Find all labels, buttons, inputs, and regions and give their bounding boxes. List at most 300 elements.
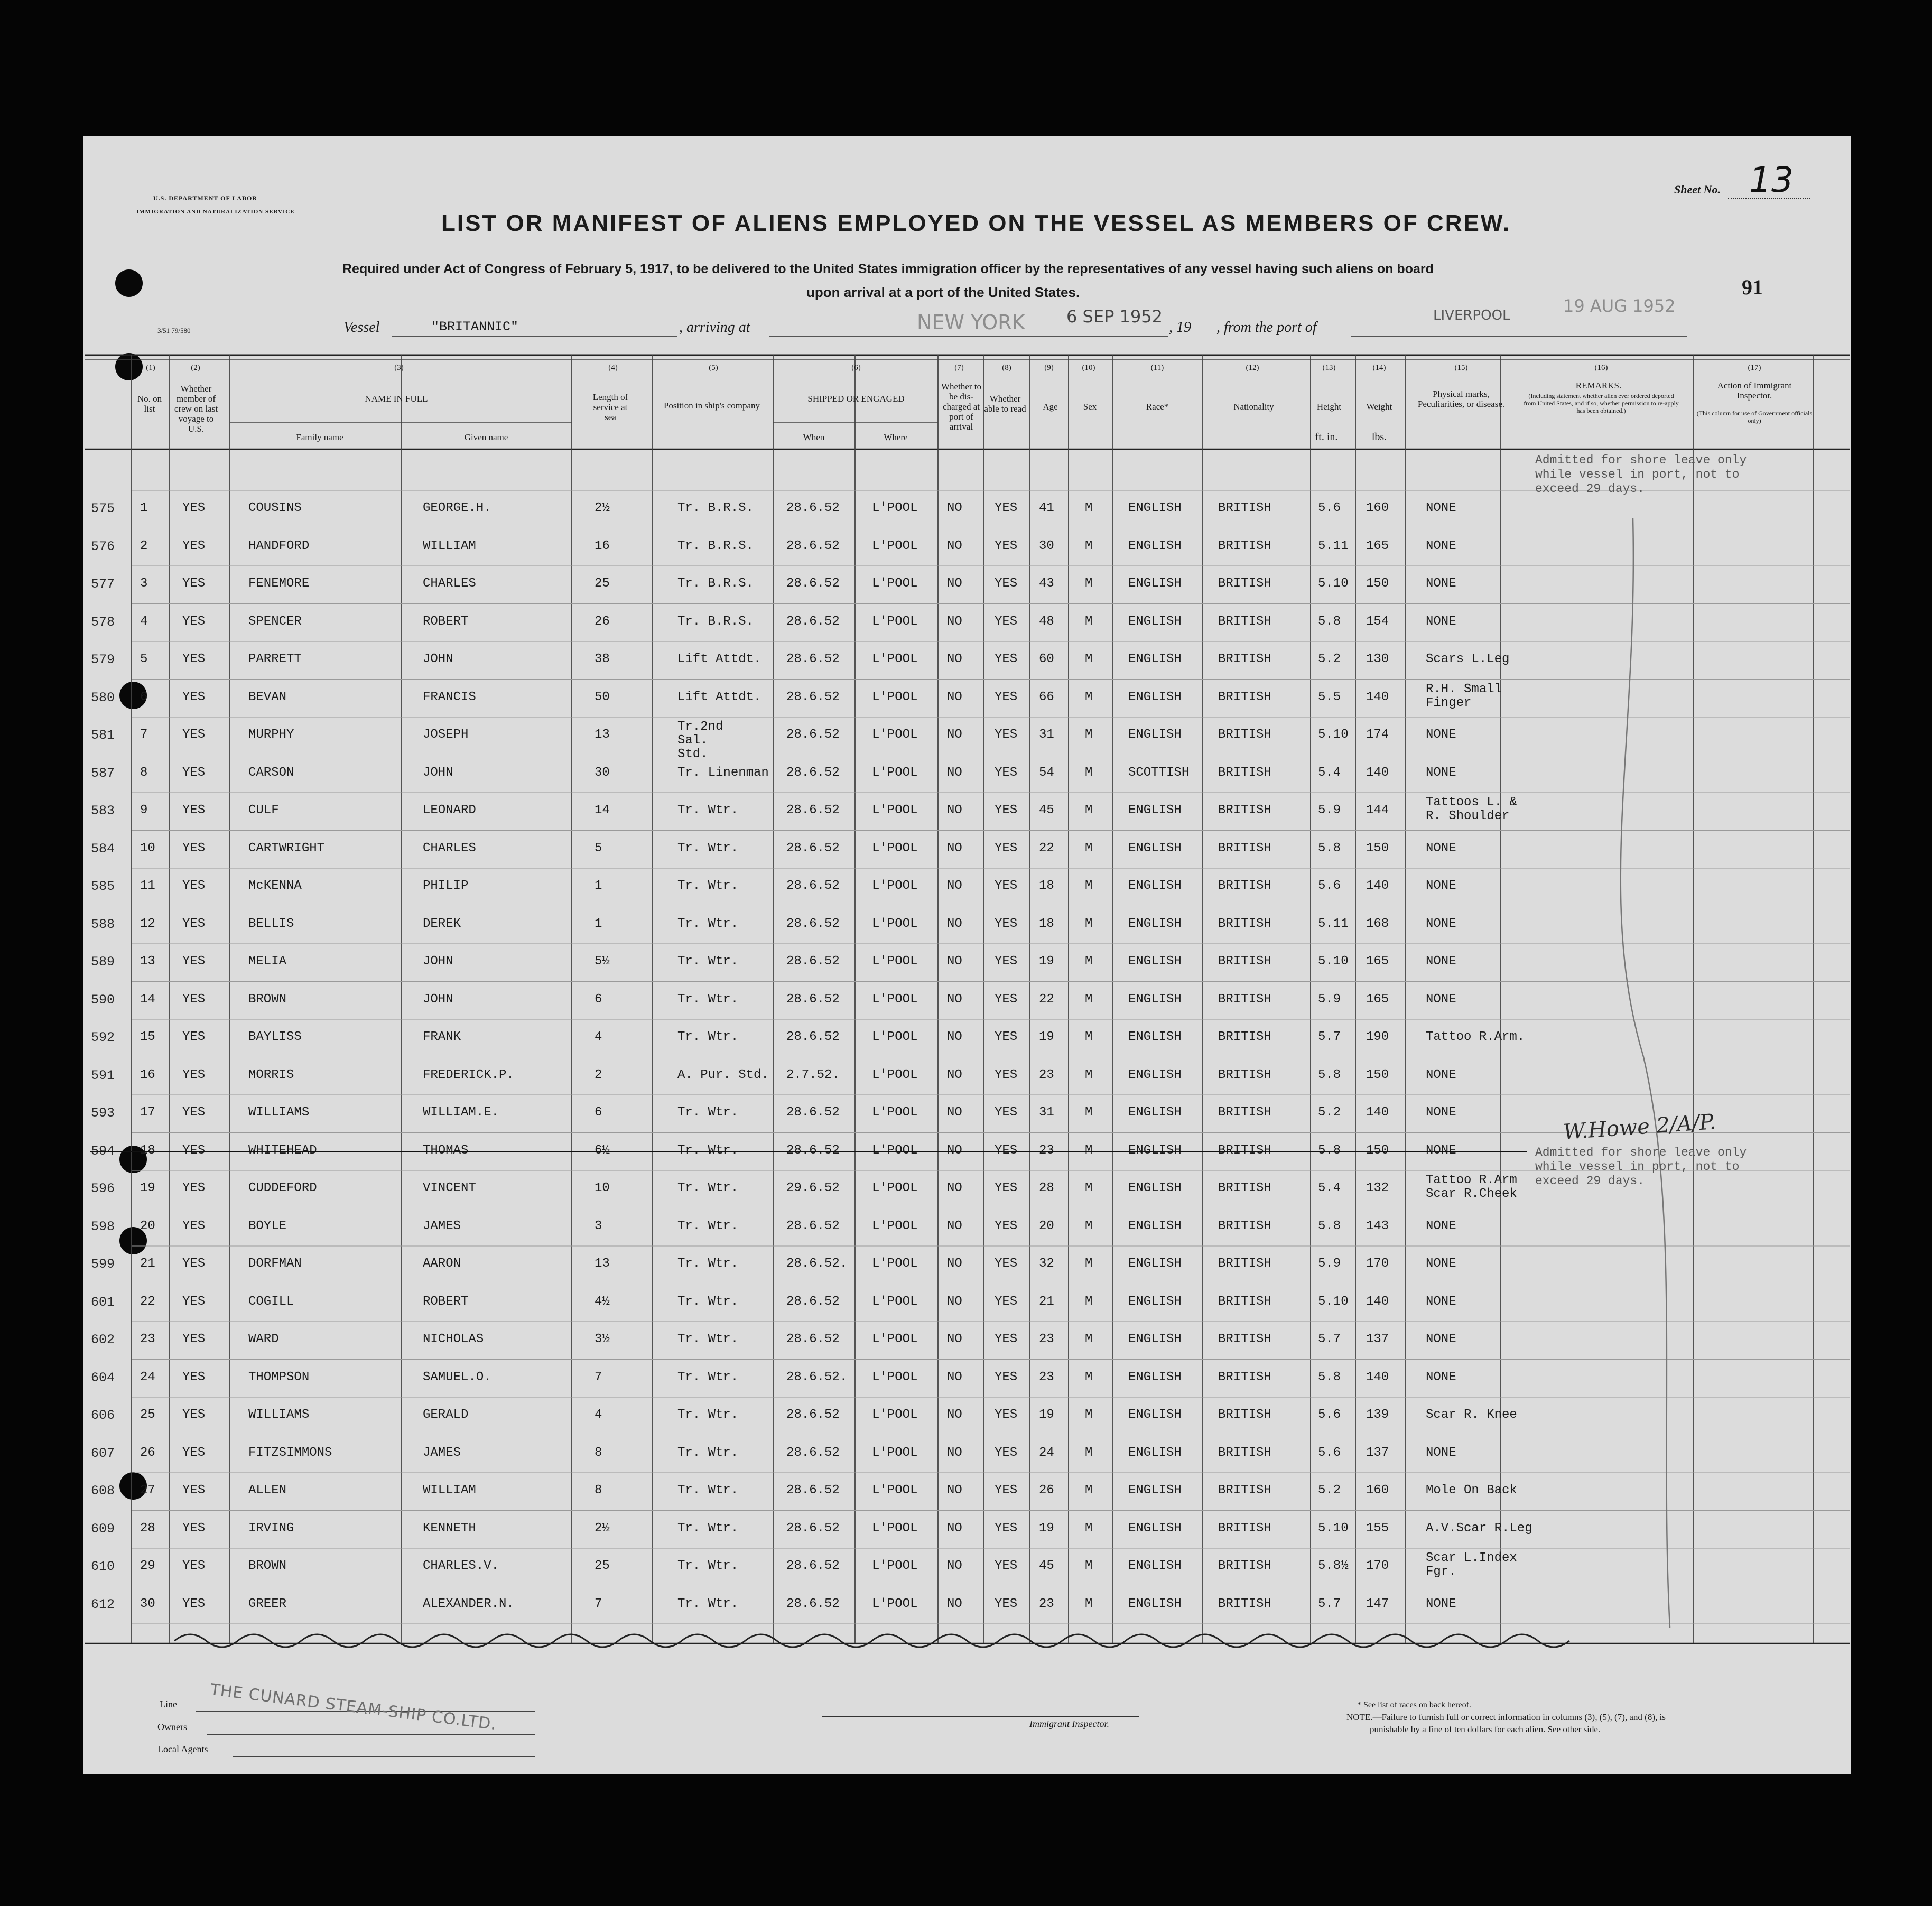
subtitle-line2: upon arrival at a port of the United States. [806, 284, 1080, 300]
colnum: (10) [1082, 364, 1095, 372]
row-no: 4 [140, 614, 148, 629]
discharged: NO [947, 1030, 962, 1044]
weight: 174 [1366, 728, 1389, 742]
given-name: LEONARD [423, 803, 476, 817]
able-to-read: YES [995, 652, 1018, 666]
given-name: WILLIAM.E. [423, 1105, 499, 1120]
physical-marks: Tattoo R.Arm. [1426, 1030, 1525, 1044]
length-of-service: 5 [595, 841, 602, 856]
row-no: 18 [140, 1143, 155, 1158]
discharged: NO [947, 614, 962, 629]
weight: 140 [1366, 690, 1389, 704]
shipped-when: 29.6.52 [786, 1181, 840, 1195]
physical-marks: NONE [1426, 1219, 1456, 1233]
cunard-stamp: THE CUNARD STEAM-SHIP CO.LTD. [209, 1680, 498, 1734]
age: 24 [1039, 1445, 1054, 1460]
height: 5.8 [1318, 1143, 1341, 1158]
height: 5.8 [1318, 1219, 1341, 1233]
race: ENGLISH [1128, 1559, 1182, 1573]
col-family-name: Family name [296, 432, 343, 442]
length-of-service: 2 [595, 1067, 602, 1082]
age: 31 [1039, 728, 1054, 742]
margin-number: 602 [91, 1332, 115, 1347]
colnum: (7) [954, 364, 964, 372]
sheet-label: Sheet No. [1674, 183, 1721, 196]
crew-last-voyage: YES [182, 916, 206, 931]
position: Tr. B.R.S. [677, 501, 754, 515]
discharged: NO [947, 1181, 962, 1195]
able-to-read: YES [995, 1105, 1018, 1120]
crew-last-voyage: YES [182, 1181, 206, 1195]
shipped-where: L'POOL [872, 1257, 918, 1271]
col-name-in-full: NAME IN FULL [365, 394, 428, 404]
shipped-where: L'POOL [872, 1105, 918, 1120]
col-shipped: SHIPPED OR ENGAGED [807, 394, 905, 404]
length-of-service: 1 [595, 916, 602, 931]
service-label: IMMIGRATION AND NATURALIZATION SERVICE [136, 209, 295, 215]
given-name: JOHN [423, 954, 453, 969]
crew-last-voyage: YES [182, 501, 206, 515]
row-no: 26 [140, 1445, 155, 1460]
family-name: CARSON [248, 765, 294, 780]
given-name: ALEXANDER.N. [423, 1596, 514, 1611]
row-no: 28 [140, 1521, 155, 1536]
colnum: (1) [146, 364, 155, 372]
age: 21 [1039, 1294, 1054, 1309]
colnum: (15) [1454, 364, 1468, 372]
col-action: Action of Immigrant Inspector. [1717, 380, 1792, 401]
weight: 140 [1366, 1105, 1389, 1120]
shipped-when: 28.6.52 [786, 1105, 840, 1120]
able-to-read: YES [995, 992, 1018, 1007]
position: Lift Attdt. [677, 652, 761, 666]
colnum: (2) [191, 364, 200, 372]
shipped-when: 28.6.52 [786, 577, 840, 591]
shipped-when: 28.6.52 [786, 1294, 840, 1309]
sheet-number: 13 [1749, 160, 1794, 200]
weight: 140 [1366, 879, 1389, 893]
height: 5.8 [1318, 614, 1341, 629]
height: 5.6 [1318, 1408, 1341, 1422]
col-length-service: Length of service at sea [592, 392, 628, 422]
crew-last-voyage: YES [182, 841, 206, 856]
position: Tr. Wtr. [677, 1219, 739, 1233]
col-position: Position in ship's company [663, 401, 760, 411]
shipped-where: L'POOL [872, 1408, 918, 1422]
physical-marks: Scar R. Knee [1426, 1408, 1517, 1422]
weight: 130 [1366, 652, 1389, 666]
discharged: NO [947, 1596, 962, 1611]
weight: 160 [1366, 1483, 1389, 1498]
row-no: 13 [140, 954, 155, 969]
physical-marks: NONE [1426, 1143, 1456, 1158]
weight: 150 [1366, 1143, 1389, 1158]
discharged: NO [947, 765, 962, 780]
discharged: NO [947, 577, 962, 591]
nationality: BRITISH [1218, 501, 1271, 515]
weight: 168 [1366, 916, 1389, 931]
age: 45 [1039, 1559, 1054, 1573]
margin-number: 594 [91, 1143, 115, 1159]
length-of-service: 14 [595, 803, 610, 817]
row-no: 20 [140, 1219, 155, 1233]
discharged: NO [947, 841, 962, 856]
height: 5.9 [1318, 992, 1341, 1007]
strike-through-line [90, 1151, 1527, 1152]
able-to-read: YES [995, 1521, 1018, 1536]
shipped-where: L'POOL [872, 652, 918, 666]
given-name: JOSEPH [423, 728, 469, 742]
position: Tr. B.R.S. [677, 577, 754, 591]
race: ENGLISH [1128, 803, 1182, 817]
row-no: 25 [140, 1408, 155, 1422]
given-name: PHILIP [423, 879, 469, 893]
subtitle-line1: Required under Act of Congress of February 5, 1917, to be delivered to the United States immigration officer by the representatives of any vessel having such aliens on board [342, 262, 1434, 276]
family-name: CUDDEFORD [248, 1181, 317, 1195]
shipped-where: L'POOL [872, 992, 918, 1007]
able-to-read: YES [995, 1030, 1018, 1044]
nationality: BRITISH [1218, 841, 1271, 856]
length-of-service: 6 [595, 1105, 602, 1120]
height: 5.10 [1318, 577, 1349, 591]
margin-number: 590 [91, 992, 115, 1008]
physical-marks: A.V.Scar R.Leg [1426, 1521, 1532, 1536]
vessel-label: Vessel [343, 319, 380, 336]
physical-marks: NONE [1426, 1370, 1456, 1384]
family-name: FENEMORE [248, 577, 310, 591]
col-weight: Weight [1366, 402, 1392, 412]
row-no: 19 [140, 1181, 155, 1195]
race: ENGLISH [1128, 1596, 1182, 1611]
family-name: CARTWRIGHT [248, 841, 325, 856]
shipped-where: L'POOL [872, 916, 918, 931]
age: 22 [1039, 992, 1054, 1007]
nationality: BRITISH [1218, 652, 1271, 666]
height: 5.7 [1318, 1332, 1341, 1346]
weight: 143 [1366, 1219, 1389, 1233]
sex: M [1085, 728, 1093, 742]
position: Tr. Wtr. [677, 1030, 739, 1044]
col-age: Age [1043, 402, 1058, 412]
discharged: NO [947, 1332, 962, 1346]
able-to-read: YES [995, 690, 1018, 704]
length-of-service: 25 [595, 1559, 610, 1573]
given-name: AARON [423, 1257, 461, 1271]
shipped-when: 28.6.52 [786, 538, 840, 553]
weight: 139 [1366, 1408, 1389, 1422]
page-title: LIST OR MANIFEST OF ALIENS EMPLOYED ON THE VESSEL AS MEMBERS OF CREW. [441, 210, 1511, 236]
margin-number: 588 [91, 916, 115, 932]
row-no: 12 [140, 916, 155, 931]
margin-number: 606 [91, 1408, 115, 1423]
height: 5.2 [1318, 1483, 1341, 1498]
crew-last-voyage: YES [182, 803, 206, 817]
length-of-service: 10 [595, 1181, 610, 1195]
margin-number: 607 [91, 1445, 115, 1461]
shipped-when: 2.7.52. [786, 1067, 840, 1082]
nationality: BRITISH [1218, 954, 1271, 969]
crew-last-voyage: YES [182, 728, 206, 742]
given-name: FREDERICK.P. [423, 1067, 514, 1082]
shipped-when: 28.6.52 [786, 501, 840, 515]
line-label: Line [160, 1699, 177, 1709]
nationality: BRITISH [1218, 992, 1271, 1007]
race: ENGLISH [1128, 1067, 1182, 1082]
physical-marks: NONE [1426, 577, 1456, 591]
discharged: NO [947, 1408, 962, 1422]
shipped-when: 28.6.52 [786, 1445, 840, 1460]
physical-marks: NONE [1426, 1257, 1456, 1271]
shipped-when: 28.6.52 [786, 1143, 840, 1158]
col-nationality: Nationality [1233, 402, 1274, 412]
position: Tr. Wtr. [677, 954, 739, 969]
sex: M [1085, 690, 1093, 704]
arriving-label: , arriving at [679, 319, 750, 336]
closing-wavy-line [174, 1634, 1569, 1647]
able-to-read: YES [995, 1067, 1018, 1082]
col-height-unit: ft. in. [1315, 431, 1338, 443]
able-to-read: YES [995, 1370, 1018, 1384]
nationality: BRITISH [1218, 1143, 1271, 1158]
physical-marks: Tattoos L. & R. Shoulder [1426, 795, 1517, 823]
family-name: MELIA [248, 954, 287, 969]
shipped-when: 28.6.52 [786, 1332, 840, 1346]
length-of-service: 30 [595, 765, 610, 780]
physical-marks: NONE [1426, 1067, 1456, 1082]
race: ENGLISH [1128, 538, 1182, 553]
discharged: NO [947, 1445, 962, 1460]
row-no: 23 [140, 1332, 155, 1346]
physical-marks: Scars L.Leg [1426, 652, 1510, 666]
given-name: GEORGE.H. [423, 501, 491, 515]
margin-number: 589 [91, 954, 115, 970]
shipped-where: L'POOL [872, 879, 918, 893]
crew-last-voyage: YES [182, 1105, 206, 1120]
shipped-when: 28.6.52 [786, 841, 840, 856]
position: Tr. B.R.S. [677, 614, 754, 629]
pencil-bracket [1621, 518, 1670, 1628]
able-to-read: YES [995, 916, 1018, 931]
physical-marks: NONE [1426, 728, 1456, 742]
shipped-when: 28.6.52 [786, 803, 840, 817]
colnum: (4) [608, 364, 618, 372]
weight: 150 [1366, 1067, 1389, 1082]
position: Tr. Linenman [677, 765, 769, 780]
family-name: MORRIS [248, 1067, 294, 1082]
age: 26 [1039, 1483, 1054, 1498]
position: Tr.2nd Sal. Std. [677, 720, 723, 761]
race-note: * See list of races on back hereof. [1357, 1700, 1471, 1709]
able-to-read: YES [995, 803, 1018, 817]
height: 5.10 [1318, 1521, 1349, 1536]
nationality: BRITISH [1218, 614, 1271, 629]
given-name: ROBERT [423, 1294, 469, 1309]
height: 5.6 [1318, 1445, 1341, 1460]
able-to-read: YES [995, 841, 1018, 856]
weight: 137 [1366, 1332, 1389, 1346]
col-sex: Sex [1083, 402, 1097, 412]
nationality: BRITISH [1218, 1067, 1271, 1082]
race: ENGLISH [1128, 652, 1182, 666]
race: ENGLISH [1128, 1105, 1182, 1120]
length-of-service: 7 [595, 1370, 602, 1384]
crew-last-voyage: YES [182, 992, 206, 1007]
shipped-where: L'POOL [872, 1294, 918, 1309]
family-name: CULF [248, 803, 279, 817]
departure-port: LIVERPOOL [1433, 308, 1510, 323]
row-no: 24 [140, 1370, 155, 1384]
family-name: THOMPSON [248, 1370, 310, 1384]
able-to-read: YES [995, 1332, 1018, 1346]
discharged: NO [947, 1483, 962, 1498]
discharged: NO [947, 992, 962, 1007]
race: ENGLISH [1128, 577, 1182, 591]
age: 66 [1039, 690, 1054, 704]
position: Tr. Wtr. [677, 992, 739, 1007]
given-name: WILLIAM [423, 1483, 476, 1498]
age: 23 [1039, 1370, 1054, 1384]
shipped-when: 28.6.52 [786, 1408, 840, 1422]
age: 18 [1039, 916, 1054, 931]
length-of-service: 7 [595, 1596, 602, 1611]
family-name: BROWN [248, 1559, 287, 1573]
height: 5.9 [1318, 803, 1341, 817]
shipped-where: L'POOL [872, 690, 918, 704]
margin-number: 576 [91, 538, 115, 554]
family-name: BEVAN [248, 690, 287, 704]
position: Tr. Wtr. [677, 1181, 739, 1195]
position: Tr. Wtr. [677, 1521, 739, 1536]
able-to-read: YES [995, 1559, 1018, 1573]
weight: 147 [1366, 1596, 1389, 1611]
position: Lift Attdt. [677, 690, 761, 704]
nationality: BRITISH [1218, 1596, 1271, 1611]
weight: 137 [1366, 1445, 1389, 1460]
position: Tr. Wtr. [677, 1483, 739, 1498]
physical-marks: NONE [1426, 614, 1456, 629]
shipped-where: L'POOL [872, 1143, 918, 1158]
race: ENGLISH [1128, 1030, 1182, 1044]
sex: M [1085, 1559, 1093, 1573]
height: 5.7 [1318, 1596, 1341, 1611]
given-name: CHARLES [423, 841, 476, 856]
nationality: BRITISH [1218, 1030, 1271, 1044]
dept-label: U.S. DEPARTMENT OF LABOR [153, 194, 258, 202]
age: 23 [1039, 1332, 1054, 1346]
weight: 160 [1366, 501, 1389, 515]
race: ENGLISH [1128, 1294, 1182, 1309]
margin-number: 579 [91, 652, 115, 667]
crew-last-voyage: YES [182, 1332, 206, 1346]
shipped-where: L'POOL [872, 765, 918, 780]
physical-marks: Scar L.Index Fgr. [1426, 1551, 1517, 1579]
length-of-service: 4 [595, 1408, 602, 1422]
shipped-when: 28.6.52 [786, 916, 840, 931]
able-to-read: YES [995, 1294, 1018, 1309]
nationality: BRITISH [1218, 1257, 1271, 1271]
row-no: 30 [140, 1596, 155, 1611]
weight: 155 [1366, 1521, 1389, 1536]
shipped-where: L'POOL [872, 1445, 918, 1460]
given-name: JOHN [423, 765, 453, 780]
able-to-read: YES [995, 728, 1018, 742]
discharged: NO [947, 1067, 962, 1082]
race: ENGLISH [1128, 690, 1182, 704]
able-to-read: YES [995, 1181, 1018, 1195]
given-name: JAMES [423, 1445, 461, 1460]
nationality: BRITISH [1218, 1521, 1271, 1536]
age: 32 [1039, 1257, 1054, 1271]
able-to-read: YES [995, 1219, 1018, 1233]
discharged: NO [947, 1521, 962, 1536]
crew-last-voyage: YES [182, 538, 206, 553]
row-no: 2 [140, 538, 148, 553]
family-name: HANDFORD [248, 538, 310, 553]
shipped-where: L'POOL [872, 577, 918, 591]
position: Tr. B.R.S. [677, 538, 754, 553]
position: Tr. Wtr. [677, 1445, 739, 1460]
crew-last-voyage: YES [182, 1559, 206, 1573]
sex: M [1085, 803, 1093, 817]
colnum: (3) [394, 364, 404, 372]
weight: 140 [1366, 1294, 1389, 1309]
weight: 165 [1366, 538, 1389, 553]
length-of-service: 13 [595, 728, 610, 742]
length-of-service: 6 [595, 992, 602, 1007]
discharged: NO [947, 501, 962, 515]
height: 5.6 [1318, 879, 1341, 893]
nationality: BRITISH [1218, 1370, 1271, 1384]
row-no: 17 [140, 1105, 155, 1120]
nationality: BRITISH [1218, 690, 1271, 704]
colnum: (9) [1044, 364, 1054, 372]
form-code: 3/51 79/580 [157, 327, 191, 334]
able-to-read: YES [995, 879, 1018, 893]
age: 18 [1039, 879, 1054, 893]
row-no: 3 [140, 577, 148, 591]
race: ENGLISH [1128, 1257, 1182, 1271]
given-name: SAMUEL.O. [423, 1370, 491, 1384]
given-name: VINCENT [423, 1181, 476, 1195]
shipped-when: 28.6.52 [786, 879, 840, 893]
discharged: NO [947, 879, 962, 893]
sex: M [1085, 614, 1093, 629]
sex: M [1085, 916, 1093, 931]
height: 5.7 [1318, 1030, 1341, 1044]
vessel-name: "BRITANNIC" [431, 319, 519, 334]
position: Tr. Wtr. [677, 1408, 739, 1422]
family-name: WILLIAMS [248, 1408, 310, 1422]
margin-number: 577 [91, 577, 115, 592]
sex: M [1085, 1370, 1093, 1384]
shipped-when: 28.6.52 [786, 614, 840, 629]
length-of-service: 4½ [595, 1294, 610, 1309]
length-of-service: 3 [595, 1219, 602, 1233]
given-name: KENNETH [423, 1521, 476, 1536]
nationality: BRITISH [1218, 1181, 1271, 1195]
crew-last-voyage: YES [182, 1030, 206, 1044]
crew-last-voyage: YES [182, 690, 206, 704]
arrival-date-stamp: 6 SEP 1952 [1066, 306, 1163, 327]
able-to-read: YES [995, 954, 1018, 969]
length-of-service: 26 [595, 614, 610, 629]
physical-marks: NONE [1426, 1294, 1456, 1309]
nationality: BRITISH [1218, 1219, 1271, 1233]
row-no: 15 [140, 1030, 155, 1044]
race: ENGLISH [1128, 1408, 1182, 1422]
sex: M [1085, 1219, 1093, 1233]
race: SCOTTISH [1128, 765, 1190, 780]
